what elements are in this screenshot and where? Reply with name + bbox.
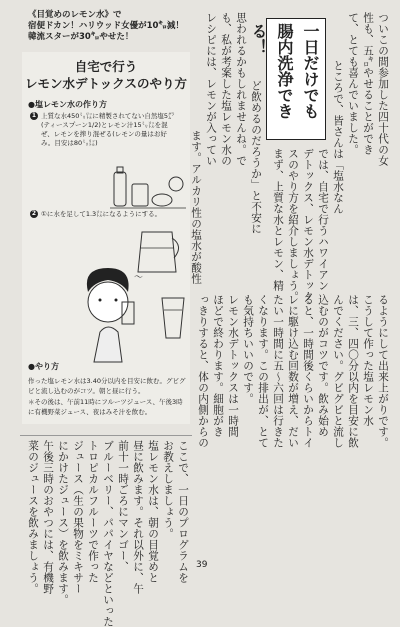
- body-column-2: 性も、五㌔やせることができ: [362, 12, 374, 155]
- lower-column-12: ほどで終わります。細胞がき: [212, 294, 224, 437]
- headline-box: [249, 18, 326, 140]
- bottom-column-3: 塩レモン水は、朝の目覚めと: [147, 440, 159, 583]
- step-1: [30, 112, 180, 148]
- bottom-column-9: にかけたジュース）を飲みます。: [57, 440, 69, 605]
- divider-rule: [20, 435, 192, 436]
- bottom-column-5: 前十一時ごろにマンゴー、: [117, 440, 129, 572]
- bottom-column-4: 昼に飲みます。それ以外に、午: [132, 440, 144, 594]
- bottom-column-7: トロピカルフルーツで作った: [87, 440, 99, 583]
- step-1-text: 上質な水450㍉㍑に精製されてない自然塩5㌘(ティースプーン1/2)とレモン汁15㍉㍑を混ぜ、レモンを搾り混ぜる(レモンの量はお好み。目安は80㍉㍑): [41, 112, 175, 147]
- body-column-5: ど飲めるのだろうか」と不安に: [250, 80, 262, 234]
- body-column-1: ついこの間参加した四十代の女: [377, 12, 389, 166]
- headline-line-1: 一日だけでも: [301, 23, 320, 119]
- ingredients-illustration: [110, 164, 186, 214]
- recipe-title-line-1: 自宅で行う: [74, 59, 138, 74]
- lower-column-1: るようにして出来上がりです。: [377, 294, 389, 448]
- body-column-3: て、とても喜んでいました。: [347, 12, 359, 155]
- svg-text:〜: 〜: [134, 273, 144, 283]
- header-line-1: 《目覚めのレモン水》で: [28, 10, 122, 20]
- lower-column-8: たい一時間に五～六回は行きた: [272, 294, 284, 448]
- bottom-column-6: ブルーベリー、パパイヤなどといった: [102, 440, 114, 627]
- recipe-box: [22, 52, 190, 424]
- lower-column-7: レに駆け込む回数が増え、だい: [287, 294, 299, 448]
- lower-column-11: レモン水デトックスは一時間: [227, 294, 239, 437]
- body-column-13: まず、上質な水とレモン、精: [272, 148, 284, 291]
- step-1-number: 1: [31, 112, 37, 119]
- step-2-number: 2: [31, 210, 37, 217]
- header-line-2: 宿便ドカン！ハリウッド女優が10㌔減！: [28, 21, 184, 31]
- woman-drinking-illustration: [62, 262, 158, 366]
- page-number: 39: [196, 560, 208, 570]
- body-column-11: デトックス、レモン水デトック: [302, 148, 314, 302]
- body-column-4: ところで、皆さんは「塩水なん: [332, 60, 344, 214]
- body-column-9: ます。アルカリ性の塩水が酸性: [190, 130, 202, 284]
- lower-column-6: ると、一時間後くらいからトイ: [302, 294, 314, 448]
- bottom-column-2: お教えしましょう。: [162, 440, 174, 539]
- lower-column-10: も気持ちいいのです。: [242, 294, 254, 404]
- recipe-steps: [30, 112, 180, 152]
- how-text-body: 作った塩レモン水は3.40分以内を目安に飲む。グビグビと流し込むのがコツ。朝と昼に行う。: [28, 377, 186, 395]
- lower-column-5: 込むのがコツです。飲み始め: [317, 294, 329, 437]
- bottom-column-11: 菜のジュースを飲みましょう。: [27, 440, 39, 594]
- lower-column-2: こうして作った塩レモン水: [362, 294, 374, 426]
- bottom-column-10: 午後三時のおやつには、有機野: [42, 440, 54, 594]
- how-text: [28, 377, 188, 417]
- bottom-column-1: ここで、一日のプログラムを: [177, 440, 189, 583]
- body-column-6: 思われるかもしれませんね。で: [235, 12, 247, 166]
- lower-column-9: くなります。この排出が、とて: [257, 294, 269, 448]
- lower-column-3: は、三、四〇分以内を目安に飲: [347, 294, 359, 448]
- headline-line-2: 腸内洗浄できる！: [249, 23, 294, 119]
- body-column-10: では、自宅で行うハワイアン: [317, 148, 329, 291]
- header-line-3: 韓流スターが30㌔やせた！: [28, 32, 134, 42]
- body-column-12: スのやり方を紹介しましょう。: [287, 148, 299, 302]
- lower-column-13: っきりすると、体の内側からの: [197, 294, 209, 448]
- article-header: [28, 10, 200, 43]
- recipe-title: [22, 58, 190, 92]
- make-heading: ●塩レモン水の作り方: [28, 100, 107, 109]
- lower-column-4: んでください。グビグビと流し: [332, 294, 344, 448]
- body-column-7: も、私が考案した塩レモン水の: [220, 12, 232, 166]
- bottom-column-8: ジュース（生の果物をミキサー: [72, 440, 84, 594]
- recipe-title-line-2: レモン水デトックスのやり方: [24, 76, 187, 91]
- body-column-8: レシピには、レモンが入ってい: [205, 12, 217, 166]
- how-heading: ●やり方: [28, 362, 59, 371]
- step-2: [30, 210, 180, 219]
- step-2-text: ①に水を足して1.3㍑になるようにする。: [41, 210, 162, 218]
- glass-illustration: [158, 292, 188, 342]
- how-note: ＊その後は、午前11時にフルーツジュース、午後3時に有機野菜ジュース、夜はみそ汁を飲む。: [28, 398, 183, 416]
